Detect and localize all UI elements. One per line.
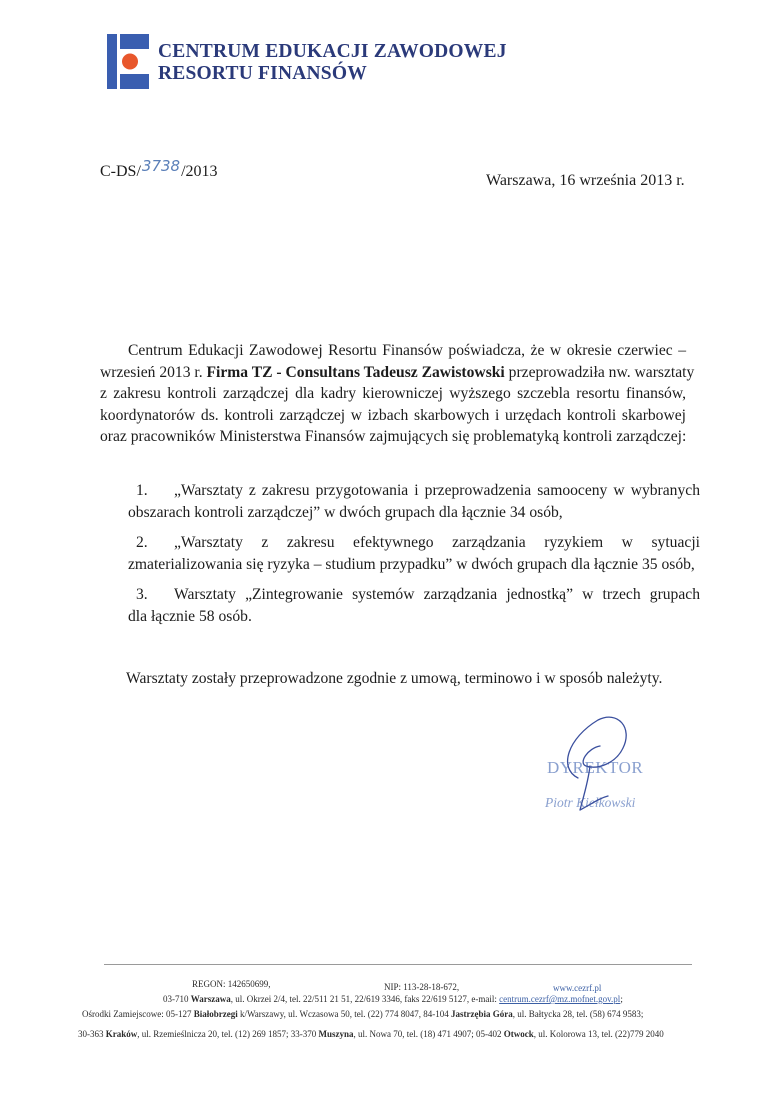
paragraph-body [100, 362, 695, 448]
footer-city: Muszyna [318, 1029, 354, 1039]
footer-city: Jastrzębia Góra [450, 1009, 513, 1019]
list-item-continuation: obszarach kontroli zarządczej” w dwóch grupach dla łącznie 34 osób, [128, 503, 563, 521]
footer-email-link[interactable]: centrum.cezrf@mz.mofnet.gov.pl [499, 994, 621, 1004]
paragraph-line-3: z zakresu kontroli zarządczej dla kadry kierowniczej wyższego szczebla resortu finansów, [100, 385, 686, 402]
list-item-text: Warsztaty „Zintegrowanie systemów zarządzania jednostką” w trzech grupach [174, 586, 700, 603]
footer-website[interactable]: www.cezrf.pl [553, 983, 602, 993]
list-item-text: „Warsztaty z zakresu przygotowania i przeprowadzenia samooceny w wybranych [174, 482, 700, 499]
footer-text: , ul. Rzemieślnicza 20, tel. (12) 269 1857; 33-370 [137, 1029, 319, 1039]
footer-text: , ul. Kolorowa 13, tel. (22)779 2040 [533, 1029, 664, 1039]
footer-city: Kraków [105, 1029, 138, 1039]
paragraph-line-2-end: przeprowadziła nw. warsztaty [504, 363, 695, 381]
list-item-continuation: dla łącznie 58 osób. [128, 607, 252, 625]
footer-text: , ul. Nowa 70, tel. (18) 471 4907; 05-402 [353, 1029, 504, 1039]
footer-text: 03-710 [163, 994, 191, 1004]
paragraph-line-2-start: wrzesień 2013 r. [100, 363, 207, 381]
paragraph-first-line [128, 340, 686, 362]
list-marker: 1. [136, 482, 148, 499]
workshop-list [128, 480, 700, 636]
cezrf-logo [107, 34, 149, 89]
footer-text: k/Warszawy, ul. Wczasowa 50, tel. (22) 774 8047, 84-104 [237, 1009, 451, 1019]
reference-handwritten-number: 3738 [141, 157, 181, 175]
handwritten-signature [538, 708, 648, 818]
stamp-name: Piotr Kiełkowski [545, 795, 636, 810]
footer-branches-2 [78, 1029, 664, 1040]
footer-city: Otwock [503, 1029, 534, 1039]
paragraph-line-4: koordynatorów ds. kontroli zarządczej w izbach skarbowych i urzędach kontroli skarbowej [100, 406, 686, 424]
letter-date: Warszawa, 16 września 2013 r. [486, 172, 685, 189]
closing-sentence: Warsztaty zostały przeprowadzone zgodnie z umową, terminowo i w sposób należyty. [126, 670, 663, 687]
footer-text: , ul. Bałtycka 28, tel. (58) 674 9583; [512, 1009, 644, 1019]
footer-regon: REGON: 142650699, [192, 979, 271, 989]
reference-prefix: C-DS/ [100, 163, 141, 180]
reference-suffix: /2013 [181, 163, 218, 180]
footer-branches-1 [82, 1009, 643, 1020]
list-marker: 3. [136, 586, 148, 603]
footer-nip: NIP: 113-28-18-672, [384, 982, 460, 992]
paragraph-line-2 [100, 362, 695, 384]
list-item [128, 584, 700, 627]
list-item [128, 532, 700, 575]
reference-number [100, 157, 218, 181]
paragraph-line-1: Centrum Edukacji Zawodowej Resortu Finansów poświadcza, że w okresie czerwiec – [128, 342, 686, 359]
list-item-continuation: zmaterializowania się ryzyka – studium przypadku” w dwóch grupach dla łącznie 35 osób, [128, 555, 695, 573]
list-item [128, 480, 700, 523]
footer-text: ; [620, 994, 623, 1004]
footer-text: Ośrodki Zamiejscowe: 05-127 [82, 1009, 194, 1019]
stamp-title: DYREKTOR [547, 758, 644, 777]
paragraph-line-5: oraz pracowników Ministerstwa Finansów zajmujących się problematyką kontroli zarządczej: [100, 428, 687, 445]
list-item-text: „Warsztaty z zakresu efektywnego zarządzania ryzykiem w sytuacji [174, 534, 700, 551]
company-name: Firma TZ - Consultans Tadeusz Zawistowski [206, 363, 505, 381]
footer-city: Białobrzegi [193, 1009, 238, 1019]
list-marker: 2. [136, 534, 148, 551]
footer-divider [104, 964, 692, 965]
footer-address-main [163, 994, 623, 1005]
footer-city: Warszawa [190, 994, 231, 1004]
org-name-line-2: RESORTU FINANSÓW [158, 63, 367, 84]
org-name-line-1: CENTRUM EDUKACJI ZAWODOWEJ [158, 41, 507, 62]
footer-text: 30-363 [78, 1029, 106, 1039]
footer-text: , ul. Okrzei 2/4, tel. 22/511 21 51, 22/619 3346, faks 22/619 5127, e-mail: [230, 994, 500, 1004]
